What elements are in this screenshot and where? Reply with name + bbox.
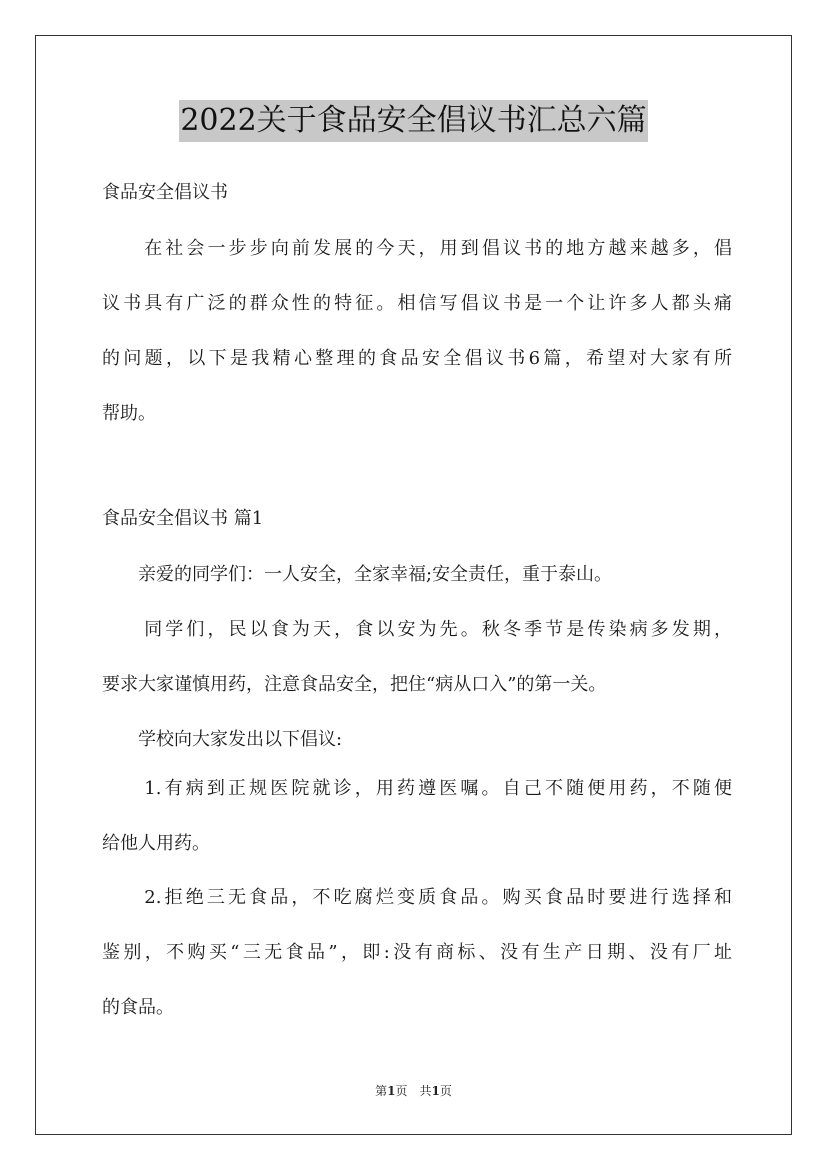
footer-page-total: 1 bbox=[431, 1084, 440, 1098]
intro-line-3: 的问题，以下是我精心整理的食品安全倡议书6篇，希望对大家有所 bbox=[102, 348, 732, 369]
body-line-2: 同学们，民以食为天，食以安为先。秋冬季节是传染病多发期， bbox=[102, 619, 732, 640]
body-line-1: 亲爱的同学们：一人安全，全家幸福;安全责任，重于泰山。 bbox=[102, 564, 613, 585]
body-line-3: 要求大家谨慎用药，注意食品安全，把住“病从口入”的第一关。 bbox=[102, 674, 607, 695]
body-line-6: 给他人用药。 bbox=[102, 833, 210, 854]
piece-heading: 食品安全倡议书 篇1 bbox=[102, 508, 264, 529]
body-line-8: 鉴别，不购买“三无食品”，即:没有商标、没有生产日期、没有厂址 bbox=[102, 942, 732, 963]
intro-line-4: 帮助。 bbox=[102, 403, 156, 424]
body-line-7: 2.拒绝三无食品，不吃腐烂变质食品。购买食品时要进行选择和 bbox=[102, 887, 732, 908]
page-footer bbox=[0, 1083, 827, 1099]
intro-line-1: 在社会一步步向前发展的今天，用到倡议书的地方越来越多，倡 bbox=[102, 238, 732, 259]
footer-mid: 页 共 bbox=[395, 1084, 432, 1098]
body-line-9: 的食品。 bbox=[102, 997, 174, 1018]
footer-page-number: 1 bbox=[387, 1084, 396, 1098]
body-line-5: 1.有病到正规医院就诊，用药遵医嘱。自己不随便用药，不随便 bbox=[102, 778, 732, 799]
intro-line-2: 议书具有广泛的群众性的特征。相信写倡议书是一个让许多人都头痛 bbox=[102, 293, 732, 314]
body-line-4: 学校向大家发出以下倡议: bbox=[102, 729, 343, 750]
footer-prefix: 第 bbox=[375, 1084, 388, 1098]
section-heading: 食品安全倡议书 bbox=[102, 182, 228, 203]
document-title: 2022关于食品安全倡议书汇总六篇 bbox=[179, 100, 647, 142]
footer-suffix: 页 bbox=[439, 1084, 452, 1098]
title-container bbox=[0, 100, 827, 142]
